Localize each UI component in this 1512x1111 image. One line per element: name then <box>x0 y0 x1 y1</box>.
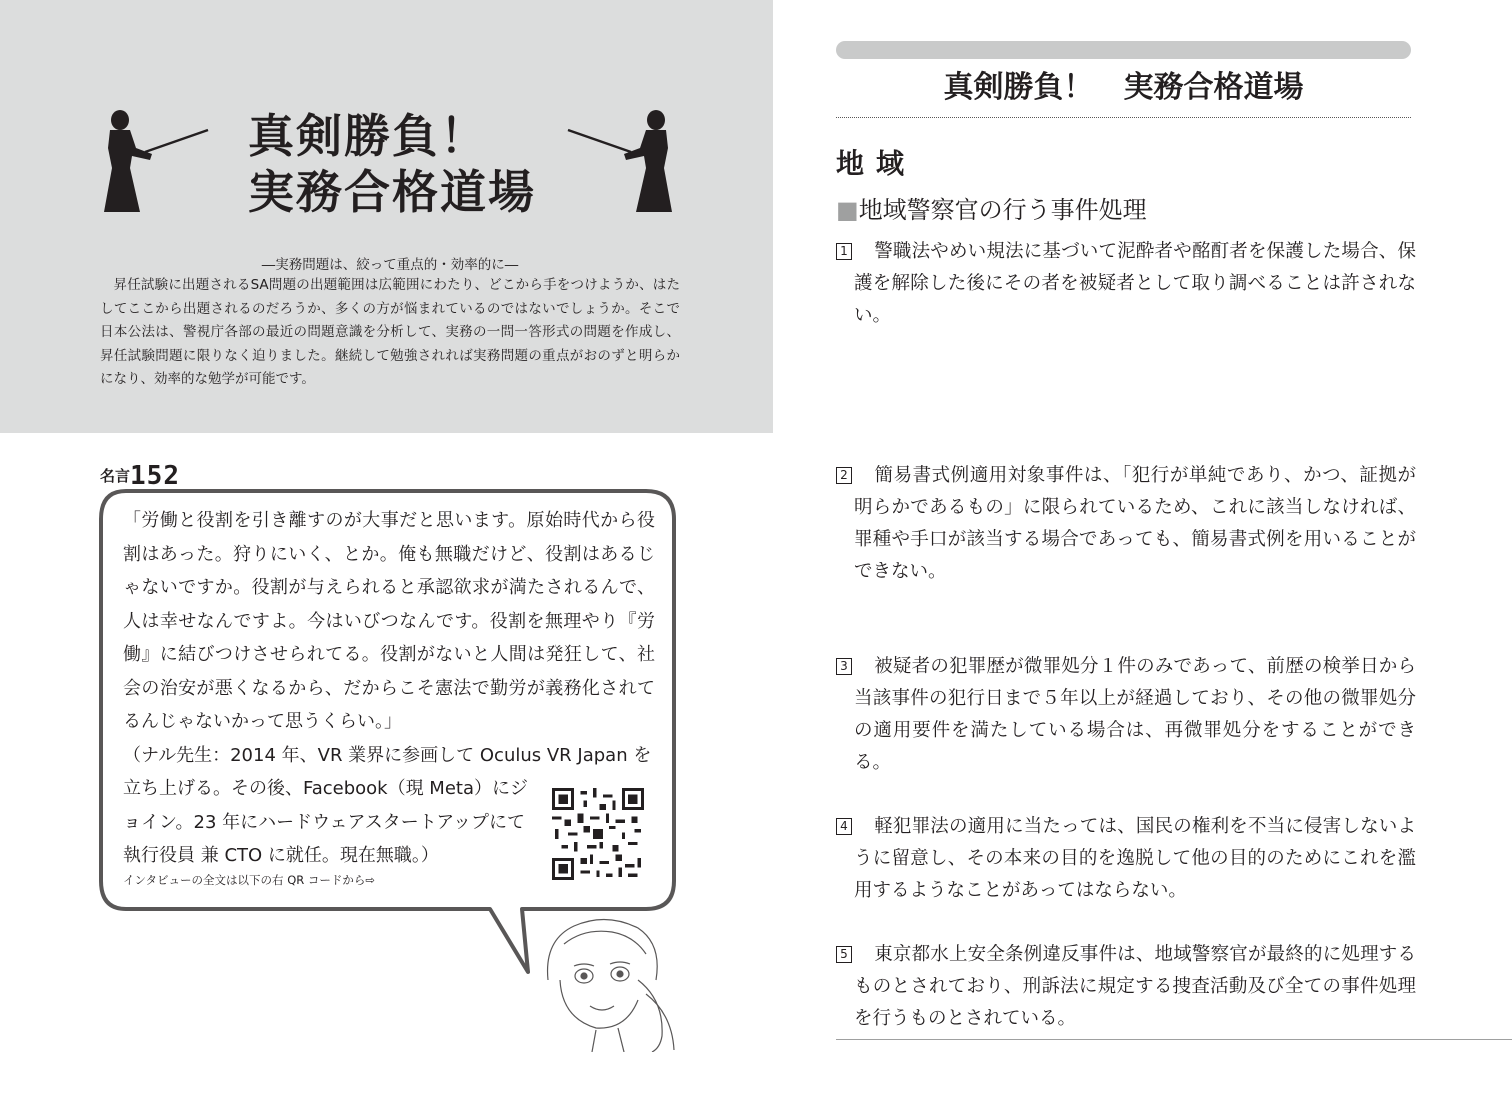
credit-line2: 立ち上げる。その後、Facebook（現 Meta）にジョイン。23 年にハードウェアスタートアップにて執行役員 兼 CTO に就任。現在無職。） <box>123 778 528 866</box>
question-text: 軽犯罪法の適用に当たっては、国民の権利を不当に侵害しないように留意し、その本来の目的を逸脱して他の目的のためにこれを濫用するようなことがあってはならない。 <box>854 816 1416 901</box>
question-number: 1 <box>836 243 852 260</box>
dojo-title-line1: 真剣勝負！ <box>248 109 488 163</box>
question-text: 警職法やめい規法に基づいて泥酔者や酩酊者を保護した場合、保護を解除した後にその者を被疑者として取り調べることは許されない。 <box>854 241 1416 326</box>
sub-heading-text: 地域警察官の行う事件処理 <box>858 196 1147 224</box>
dotted-divider <box>836 117 1411 118</box>
dojo-title-line2: 実務合格道場 <box>248 165 536 219</box>
question-number: 2 <box>836 467 852 484</box>
quote-text: 「労働と役割を引き離すのが大事だと思います。原始時代から役割はあった。狩りにいく、とか。俺も無職だけど、役割はあるじゃないですか。役割が与えられると承認欲求が満たされるんで、人は幸せなんですよ。今はいびつなんです。役割を無理やり『労働』に結びつけさせられてる。役割がないと人間は発狂して、社会の治安が悪くなるから、だからこそ憲法で勤労が義務化されてるんじゃないかって思うくらい。」 <box>123 510 655 732</box>
question-item <box>836 811 1416 907</box>
question-item <box>836 651 1416 779</box>
question-text: 被疑者の犯罪歴が微罪処分１件のみであって、前歴の検挙日から当該事件の犯行日まで５年以上が経過しており、その他の微罪処分の適用要件を満たしている場合は、再微罪処分をすることができる。 <box>854 656 1416 773</box>
meigen-prefix: 名言 <box>100 467 131 485</box>
qr-note: インタビューの全文は以下の右 QR コードから⇨ <box>123 872 376 887</box>
sub-heading <box>836 193 1147 227</box>
kendo-fighter-left-icon <box>100 108 210 213</box>
question-number: 5 <box>836 946 852 963</box>
intro-subtitle: ―実務問題は、絞って重点的・効率的に― <box>261 257 519 273</box>
intro-body: 昇任試験に出題されるSA問題の出題範囲は広範囲にわたり、どこから手をつけようか、はたしてここから出題されるのだろうか、多くの方が悩まれているのではないでしょうか。そこで日本公法は、警視庁各部の最近の問題意識を分析して、実務の一問一答形式の問題を作成し、昇任試験問題に限りなく迫りました。継続して勉強されれば実務問題の重点がおのずと明らかになり、効率的な勉学が可能です。 <box>100 277 680 388</box>
question-number: 3 <box>836 658 852 675</box>
section-heading: 地域 <box>836 147 917 180</box>
qr-code-icon[interactable] <box>552 788 644 880</box>
decorative-top-bar <box>836 41 1411 59</box>
dojo-header-panel <box>0 0 773 433</box>
question-text: 簡易書式例適用対象事件は、「犯行が単純であり、かつ、証拠が明らかであるもの」に限られているため、これに該当しなければ、罪種や手口が該当する場合であっても、簡易書式例を用いることができない。 <box>854 465 1416 582</box>
question-item <box>836 460 1416 588</box>
question-text: 東京都水上安全条例違反事件は、地域警察官が最終的に処理するものとされており、刑訴法に規定する捜査活動及び全ての事件処理を行うものとされている。 <box>854 944 1416 1029</box>
question-item <box>836 236 1416 332</box>
meigen-number: 152 <box>130 461 180 491</box>
kendo-fighter-right-icon <box>566 108 676 213</box>
bottom-divider <box>836 1039 1512 1040</box>
dojo-title <box>248 108 568 220</box>
credit-line1: （ナル先生：2014 年、VR 業界に参画して Oculus VR Japan を <box>123 744 652 766</box>
question-number: 4 <box>836 818 852 835</box>
page-title: 真剣勝負！ 実務合格道場 <box>943 70 1304 105</box>
girl-illustration <box>534 910 680 1052</box>
square-marker-icon: ■ <box>836 196 859 224</box>
meigen-label <box>100 461 180 491</box>
question-item <box>836 939 1416 1035</box>
